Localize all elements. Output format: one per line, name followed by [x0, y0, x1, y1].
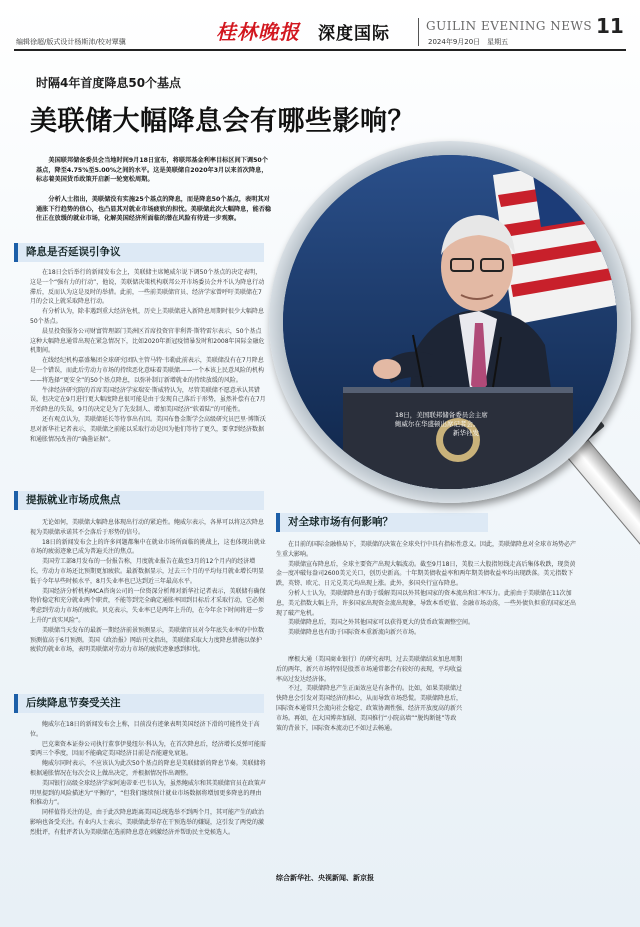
body-paragraph: 美国劳工部8月发布的一份报告称，月度就业报告在截至3月的12个月内的经济增长，劳动力市场还比预期更加疲软。最新数据显示，过去三个月的平均每月就业增长明显低于今年早些时候水平，8月失业率也已达到近三年最高水平。: [30, 558, 265, 585]
body-paragraph: 有分析认为，除非遇到重大经济危机，历史上美联储进入新降息周期时很少大幅降息50个基点。: [30, 308, 265, 325]
article-headline: 美联储大幅降息会有哪些影响？: [30, 106, 415, 137]
body-paragraph: 无论如何，美联储大幅降息体现出行动的紧迫性。鲍威尔表示，各界可以将这次降息视为美联储承诺其不会落后于形势的信号。: [30, 519, 265, 536]
press-conference-illustration: [283, 155, 617, 489]
photo-caption-line: 鲍威尔在华盛顿出席记者会。: [395, 420, 480, 428]
section-body: [30, 518, 266, 655]
section-body: [30, 268, 266, 444]
body-paragraph: 美国银行高级全球经济学家阿迪蒂亚·巴韦认为，虽然鲍威尔和其美联储官员在政策声明里提到的风险描述为“平衡的”，“但我们继续预计就业市场数据将增加更多降息的理由和推动力”。: [30, 779, 266, 807]
section-body-narrow: [276, 655, 462, 733]
source-credit: 综合新华社、央视新闻、新京报: [276, 874, 374, 882]
body-paragraph: 18日的新闻发布会上的许多问题都集中在就业市场所面临的挑战上，这也体现出就业市场的疲弱迹象已成为普遍关注的焦点。: [30, 538, 266, 556]
section-heading: [14, 491, 264, 510]
page-number: 11: [596, 14, 624, 38]
body-paragraph: 巴克莱资本证券公司执行董事伊曼纽尔·科认为，在首次降息后，经济增长反弹可能需要两三个季度，因而不能确定美国经济目前是否能避免衰退。: [30, 740, 266, 758]
photo-caption: [283, 411, 617, 438]
body-paragraph: 晨星投资服务公司财富管理部门美洲区首席投资官菲利普·斯特雷尔表示，50个基点这种大幅降息通常出现在紧急情况下，比如2020年新冠疫情暴发时和2008年国际金融危机期间。: [30, 327, 265, 355]
section-heading-text: 后续降息节奏受关注: [26, 697, 121, 709]
section-heading-text: 降息是否延误引争议: [26, 246, 121, 258]
body-paragraph: 在18日会后举行的新闻发布会上，美联储主席鲍威尔说下调50个基点的决定表明，这是一个“强有力的行动”，他说，美联储决策机构联邦公开市场委员会并不认为降息行动滞后，反而认为这是及时的举措。此前，一些前美联储官员、经济学家曾呼吁美联储在7月的会议上就采取降息行动。: [30, 269, 265, 306]
body-paragraph: 同样值得关注的是，由于此次降息距离美国总统选举不到两个月，其可能产生的政治影响也备受关注。有业内人士表示，美联储此举存在干预选举的嫌疑，这引发了两党的激烈批评，有批评者认为美联储在选前降息意在刺激经济并帮助民主党候选人。: [30, 809, 265, 836]
newspaper-logo: 桂林晚报: [216, 20, 300, 44]
section-heading: [276, 513, 488, 532]
section-heading-text: 对全球市场有何影响？: [288, 516, 393, 528]
article-kicker: 时隔4年首度降息50个基点: [36, 76, 182, 90]
masthead: [0, 0, 640, 50]
section-title: 深度国际: [318, 24, 390, 44]
body-paragraph: 美国经济分析机构MCA咨询公司的一位资深分析师对新华社记者表示，美联储有确保物价稳定和充分就业两个职责，不能等到完全确定通胀率回到目标后才采取行动，它必须考虑到劳动力市场的疲软。贝克表示，失业率已是两年上升的，在今年余下时间将进一步上升的“真实风险”。: [30, 587, 266, 624]
body-paragraph: 鲍威尔同时表示，不应该认为此次50个基点的降息是美联储新的降息节奏。美联储将根据通胀情况在每次会议上做出决定，并根据情况作出调整。: [30, 760, 266, 777]
masthead-divider: [418, 18, 419, 46]
section-heading: [14, 243, 264, 262]
body-paragraph: 牛津经济研究院的首席美国经济学家瑞安·斯威特认为，尽管美联储不愿意承认其错误，但决定在9月进行更大幅度降息很可能是由于发现自己落后于形势，虽然补偿有在7月开始降息的失误，9月的决定是为了先发制人、增加美国经济“软着陆”的可能性。: [30, 386, 266, 414]
lead-paragraph: 美国联邦储备委员会当地时间9月18日宣布，将联邦基金利率目标区间下调50个基点，降至4.75%至5.00%之间的水平。这是美联储自2020年3月以来首次降息，标志着美国货币政策开启新一轮宽松周期。: [36, 157, 268, 184]
section-heading-text: 提振就业市场成焦点: [26, 494, 121, 506]
masthead-rule: [14, 49, 626, 51]
photo-caption-line: 18日，美国联邦储备委员会主席: [395, 411, 488, 419]
body-paragraph: 不过，美联储降息产生正面效应是有条件的。比如，如果美联储过快降息会引发对美国经济的担心，从而导致市场恐慌。美联储降息后，国际资本通常只会流向社会稳定、政策协调性强、经济开放度高的新兴市场。再如，在大国博弈加剧、美国推行“小院高墙”“脱钩断链”等政策的背景下，国际资本流动已不如过去畅通。: [276, 685, 463, 732]
lead-paragraph: 分析人士指出，美联储没有实施25个基点的降息，而是降息50个基点，表明其对通胀下行趋势的信心，也凸显其对就业市场疲软的担忧。美联储此次大幅降息，能否稳住正在放缓的就业市场，化解美国经济所面临的潜在风险有待进一步观察。: [36, 196, 272, 223]
body-paragraph: 美联储降息后，美国之外其他国家可以获得更大的货币政策调整空间。: [288, 619, 475, 627]
body-paragraph: 分析人士认为，美联储降息有助于缓解美国以外其他国家的资本流出和汇率压力。此前由于美联储在11次加息，美元指数大幅上升，许多国家出现资金流出现象，导致本币贬值、金融市场动荡，一些外债负担重的国家还出现了破产危机。: [276, 589, 577, 617]
body-paragraph: 摩根大通（美国商业银行）的研究表明，过去美联储结束加息周期后的两年，新兴市场特别是股票市场通常都会有较好的表现，平均收益率高过发达经济体。: [276, 656, 463, 683]
photo-credit: 新华社发: [453, 429, 479, 437]
body-paragraph: 美联储降息也有助于国际资本重新流向新兴市场。: [288, 629, 421, 637]
body-paragraph: 还有观点认为，美联储延长等待事出有因。美国布鲁金斯学会高级研究员巴里·博斯沃思对新华社记者表示，美联储之前能以采取行动是因为他们等待了更久，要拿到经济数据和通胀情况改善的“确凿证据”。: [30, 415, 266, 443]
body-paragraph: 美联储宣布降息后，全球主要资产出现大幅波动。截至9月18日，美股三大股指短线走高后集体收跌，现货黄金一度冲破每盎司2600美元关口，创历史新高。十年期美债收益率和两年期美债收益率均出现跌落。美元指数下跌，英镑、欧元、日元兑美元均出现上涨。此外，多国央行宣布降息。: [276, 560, 576, 588]
paper-name-english: GUILIN EVENING NEWS: [426, 19, 593, 33]
issue-date: 2024年9月20日 星期五: [428, 38, 509, 46]
section-heading: [14, 694, 264, 713]
section-body: [30, 720, 266, 838]
body-paragraph: 在线经纪机构嘉盛集团全球研究团队主管马特·韦勒此前表示，美联储没有在7月降息是一个错误，而此后劳动力市场的持续恶化意味着美联储——一个本该上民意风险的机构——将选择“更安全”的50个基点降息，以弥补制订新增就业的持续放缓的风险。: [30, 357, 265, 384]
body-paragraph: 鲍威尔在18日的新闻发布会上称，目前没有迹象表明美国经济下滑的可能性处于高位。: [30, 721, 260, 738]
body-paragraph: 在目前的国际金融格局下，美联储的决策在全球央行中具有指标性意义。因此，美联储降息对全球市场势必产生重大影响。: [276, 541, 577, 558]
editors-credit: 编辑徐超/版式设计杨斯沛/校对覃骥: [16, 38, 126, 46]
section-body: [276, 540, 576, 638]
body-paragraph: 美联储当天发布的最新一期经济前景预测显示，美联储官员对今年底失业率的中位数预测值高于6月预测。美国《政治报》网站刊文指出，美联储采取大力度降息措施以保护疲软的就业市场，表明美联储对劳动力市场的疲软迹象感到担忧。: [30, 626, 265, 654]
news-photo: [283, 155, 617, 489]
